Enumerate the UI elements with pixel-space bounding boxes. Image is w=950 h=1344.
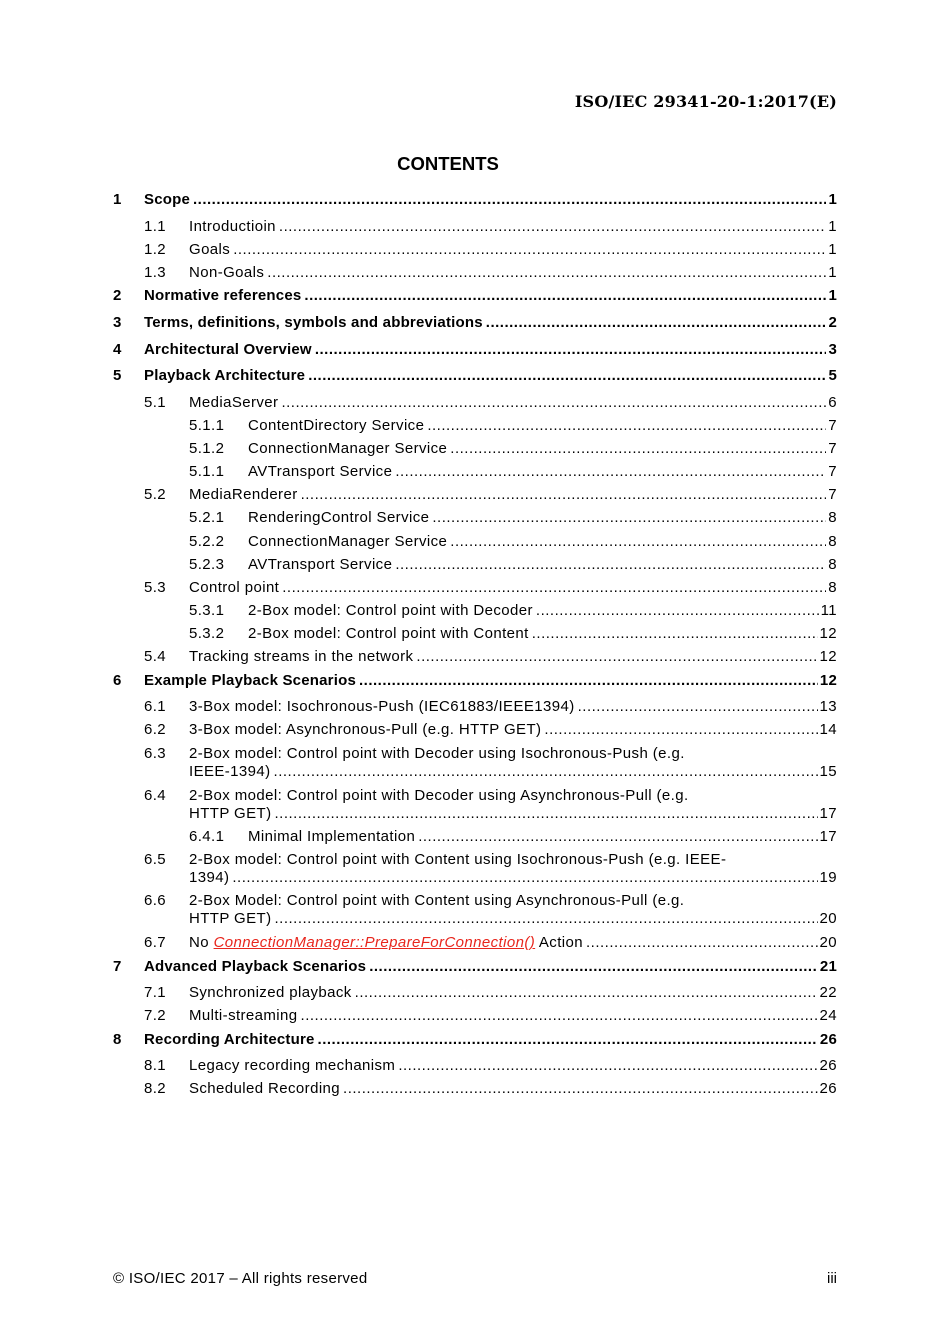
toc-number: 1 (113, 191, 122, 208)
toc-title: Goals (189, 241, 231, 258)
toc-entry-5-1-1[interactable] (0, 417, 950, 435)
document-id: ISO/IEC 29341-20-1:2017(E) (574, 92, 837, 111)
toc-page: 15 (819, 763, 837, 780)
toc-title: MediaRenderer (189, 486, 298, 503)
toc-page: 12 (819, 672, 837, 689)
toc-page: 8 (828, 509, 837, 526)
toc-title: Scheduled Recording (189, 1080, 341, 1097)
toc-title: ConnectionManager Service (248, 533, 448, 550)
toc-page: 20 (819, 934, 837, 951)
toc-number: 5.2 (144, 486, 167, 503)
toc-number: 4 (113, 341, 122, 358)
toc-entry-3[interactable] (0, 314, 950, 332)
toc-title: ContentDirectory Service (248, 417, 425, 434)
toc-number: 5.4 (144, 648, 167, 665)
toc-entry-8-1[interactable] (0, 1057, 950, 1075)
toc-number: 6.3 (144, 745, 167, 762)
toc-title: Legacy recording mechanism (189, 1057, 396, 1074)
toc-number: 8 (113, 1031, 122, 1048)
page-title: CONTENTS (397, 153, 499, 174)
toc-title: Recording Architecture (144, 1031, 315, 1048)
toc-entry-5-1-1b[interactable] (0, 463, 950, 481)
toc-entry-5-4[interactable] (0, 648, 950, 666)
toc-title: ConnectionManager Service (248, 440, 448, 457)
prepare-for-connection-link[interactable]: ConnectionManager::PrepareForConnection() (213, 934, 536, 951)
toc-page: 11 (820, 602, 837, 619)
toc-number: 5.1 (144, 394, 167, 411)
toc-title: 2-Box model: Control point with Content (248, 625, 529, 642)
toc-entry-5-2[interactable] (0, 486, 950, 504)
copyright-notice: © ISO/IEC 2017 – All rights reserved (113, 1270, 368, 1287)
toc-number: 6 (113, 672, 122, 689)
toc-entry-6-6[interactable] (0, 910, 950, 928)
toc-number: 6.5 (144, 851, 167, 868)
toc-entry-1[interactable] (0, 191, 950, 209)
toc-page: 1 (828, 218, 837, 235)
toc-number: 1.2 (144, 241, 167, 258)
toc-entry-7-2[interactable] (0, 1007, 950, 1025)
toc-number: 5.1.1 (189, 463, 225, 480)
toc-entry-6-7[interactable] (0, 934, 950, 952)
toc-title: MediaServer (189, 394, 279, 411)
toc-entry-8[interactable] (0, 1031, 950, 1049)
toc-number: 5 (113, 367, 122, 384)
toc-entry-5-3[interactable] (0, 579, 950, 597)
toc-title: Minimal Implementation (248, 828, 416, 845)
toc-page: 1 (828, 264, 837, 281)
toc-number: 1.1 (144, 218, 167, 235)
toc-entry-6-2[interactable] (0, 721, 950, 739)
toc-title: Playback Architecture (144, 367, 306, 384)
toc-number: 6.2 (144, 721, 167, 738)
toc-page: 6 (828, 394, 837, 411)
toc-entry-7-1[interactable] (0, 984, 950, 1002)
toc-title: Synchronized playback (189, 984, 352, 1001)
toc-entry-6-3[interactable] (0, 763, 950, 781)
toc-title-first-line: 2-Box model: Control point with Decoder using Isochronous-Push (e.g. (189, 745, 685, 762)
toc-title: 3-Box model: Asynchronous-Pull (e.g. HTTP GET) (189, 721, 542, 738)
toc-page: 13 (819, 698, 837, 715)
toc-page: 8 (828, 579, 837, 596)
toc-entry-5-3-2[interactable] (0, 625, 950, 643)
toc-title: AVTransport Service (248, 556, 393, 573)
toc-page: 17 (819, 828, 837, 845)
toc-number: 5.1.1 (189, 417, 225, 434)
toc-number: 5.2.2 (189, 533, 225, 550)
toc-title-first-line: 2-Box model: Control point with Content using Isochronous-Push (e.g. IEEE- (189, 851, 727, 868)
toc-page: 1 (828, 241, 837, 258)
toc-page: 21 (819, 958, 837, 975)
toc-entry-5-1[interactable] (0, 394, 950, 412)
toc-number: 7 (113, 958, 122, 975)
toc-entry-5-2-3[interactable] (0, 556, 950, 574)
toc-number: 6.1 (144, 698, 167, 715)
toc-page: 7 (828, 486, 837, 503)
toc-title: 1394) (189, 869, 230, 886)
toc-entry-4[interactable] (0, 341, 950, 359)
toc-title: 3-Box model: Isochronous-Push (IEC61883/IEEE1394) (189, 698, 575, 715)
toc-page: 14 (819, 721, 837, 738)
toc-page: 12 (819, 648, 837, 665)
toc-entry-5-2-1[interactable] (0, 509, 950, 527)
toc-title: Scope (144, 191, 191, 208)
toc-entry-5-2-2[interactable] (0, 533, 950, 551)
toc-title: Terms, definitions, symbols and abbreviations (144, 314, 483, 331)
toc-entry-6-5[interactable] (0, 869, 950, 887)
toc-entry-5-3-1[interactable] (0, 602, 950, 620)
toc-title: IEEE-1394) (189, 763, 271, 780)
toc-page: 2 (828, 314, 837, 331)
toc-page: 1 (828, 191, 837, 208)
toc-number: 8.1 (144, 1057, 167, 1074)
toc-title: Non-Goals (189, 264, 265, 281)
toc-number: 6.4.1 (189, 828, 225, 845)
toc-entry-6-4[interactable] (0, 805, 950, 823)
toc-number: 6.6 (144, 892, 167, 909)
toc-title-prefix: No (189, 934, 209, 951)
toc-title-suffix: Action (538, 934, 583, 951)
toc-page: 26 (819, 1080, 837, 1097)
toc-title: HTTP GET) (189, 910, 272, 927)
toc-entry-2[interactable] (0, 287, 950, 305)
toc-number: 2 (113, 287, 122, 304)
toc-title: AVTransport Service (248, 463, 393, 480)
toc-number: 6.7 (144, 934, 167, 951)
toc-page: 7 (828, 417, 837, 434)
toc-title-first-line: 2-Box Model: Control point with Content using Asynchronous-Pull (e.g. (189, 892, 685, 909)
toc-page: 19 (819, 869, 837, 886)
toc-page: 26 (819, 1057, 837, 1074)
toc-title: Normative references (144, 287, 302, 304)
toc-page: 3 (828, 341, 837, 358)
toc-page: 7 (828, 440, 837, 457)
toc-title: Control point (189, 579, 280, 596)
toc-entry-1-3[interactable] (0, 264, 950, 282)
toc-entry-5[interactable] (0, 367, 950, 385)
toc-page: 12 (819, 625, 837, 642)
toc-number: 6.4 (144, 787, 167, 804)
toc-page: 8 (828, 533, 837, 550)
toc-page: 24 (819, 1007, 837, 1024)
toc-number: 5.3.2 (189, 625, 225, 642)
toc-entry-6[interactable] (0, 672, 950, 690)
toc-entry-1-2[interactable] (0, 241, 950, 259)
toc-title: Example Playback Scenarios (144, 672, 356, 689)
toc-number: 5.3 (144, 579, 167, 596)
toc-number: 8.2 (144, 1080, 167, 1097)
toc-title: RenderingControl Service (248, 509, 430, 526)
toc-title: 2-Box model: Control point with Decoder (248, 602, 533, 619)
toc-number: 7.1 (144, 984, 167, 1001)
toc-number: 1.3 (144, 264, 167, 281)
toc-entry-7[interactable] (0, 958, 950, 976)
toc-title-first-line: 2-Box model: Control point with Decoder using Asynchronous-Pull (e.g. (189, 787, 689, 804)
toc-page: 1 (828, 287, 837, 304)
toc-title (189, 934, 583, 952)
toc-entry-6-1[interactable] (0, 698, 950, 716)
toc-entry-5-1-2[interactable] (0, 440, 950, 458)
toc-title: Advanced Playback Scenarios (144, 958, 367, 975)
toc-entry-6-4-1[interactable] (0, 828, 950, 846)
toc-page: 8 (828, 556, 837, 573)
toc-title: Tracking streams in the network (189, 648, 414, 665)
toc-title: Introductioin (189, 218, 276, 235)
toc-page: 20 (819, 910, 837, 927)
toc-page: 5 (828, 367, 837, 384)
toc-number: 5.2.1 (189, 509, 225, 526)
toc-entry-1-1[interactable] (0, 218, 950, 236)
toc-page: 17 (819, 805, 837, 822)
toc-title: HTTP GET) (189, 805, 272, 822)
toc-page: 7 (828, 463, 837, 480)
toc-number: 3 (113, 314, 122, 331)
toc-page: 26 (819, 1031, 837, 1048)
toc-number: 7.2 (144, 1007, 167, 1024)
toc-number: 5.1.2 (189, 440, 225, 457)
toc-number: 5.2.3 (189, 556, 225, 573)
toc-number: 5.3.1 (189, 602, 225, 619)
toc-entry-8-2[interactable] (0, 1080, 950, 1098)
toc-title: Multi-streaming (189, 1007, 298, 1024)
toc-page: 22 (819, 984, 837, 1001)
toc-title: Architectural Overview (144, 341, 312, 358)
page-number: iii (827, 1270, 837, 1287)
